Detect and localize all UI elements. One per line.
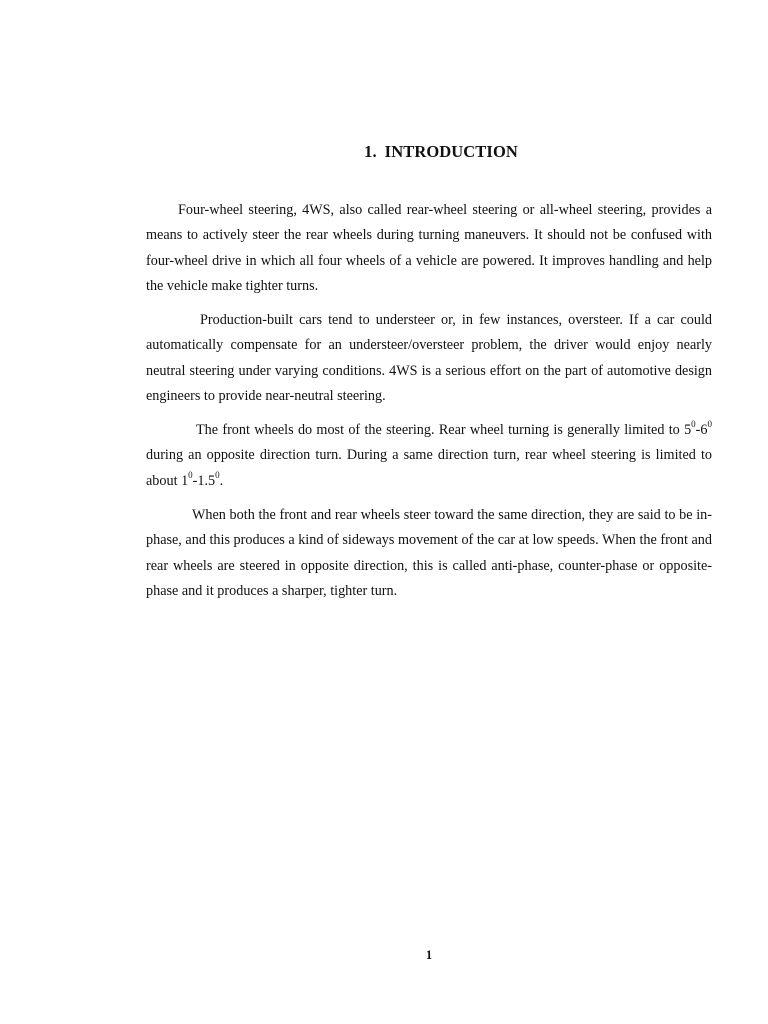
limits-text-3: during an opposite direction turn. During a same direction turn, rear wheel steering is limited to about 1 [146,447,712,489]
paragraph-definition: Four-wheel steering, 4WS, also called rear-wheel steering or all-wheel steering, provides a means to actively steer the rear wheels during turning maneuvers. It should not be confused with four-wheel drive in which all four wheels of a vehicle are powered. It improves handling and help the vehicle make tighter turns. [146,202,712,294]
degree-superscript: 0 [215,469,220,480]
page-number: 1 [425,948,433,962]
degree-superscript: 0 [707,419,712,430]
paragraph-steering-limits [146,418,712,494]
limits-text-5: . [219,472,224,489]
section-title: INTRODUCTION [384,142,518,161]
degree-superscript: 0 [691,419,696,430]
section-heading [0,142,768,162]
limits-text-2: -6 [695,422,708,438]
section-number: 1. [364,142,377,161]
limits-text-1: The front wheels do most of the steering. Rear wheel turning is generally limited to 5 [196,422,692,438]
limits-text-4: -1.5 [192,472,216,489]
paragraph-understeer: Production-built cars tend to understeer or, in few instances, oversteer. If a car could automatically compensate for an understeer/oversteer problem, the driver would enjoy nearly neutral steering under varying conditions. 4WS is a serious effort on the part of automotive design engineers to provide near-neutral steering. [146,312,712,404]
degree-superscript: 0 [188,469,193,480]
paragraph-phase: When both the front and rear wheels steer toward the same direction, they are said to be in-phase, and this produces a kind of sideways movement of the car at low speeds. When the front and rear wheels are steered in opposite direction, this is called anti-phase, counter-phase or opposite-phase and it produces a sharper, tighter turn. [146,507,712,599]
